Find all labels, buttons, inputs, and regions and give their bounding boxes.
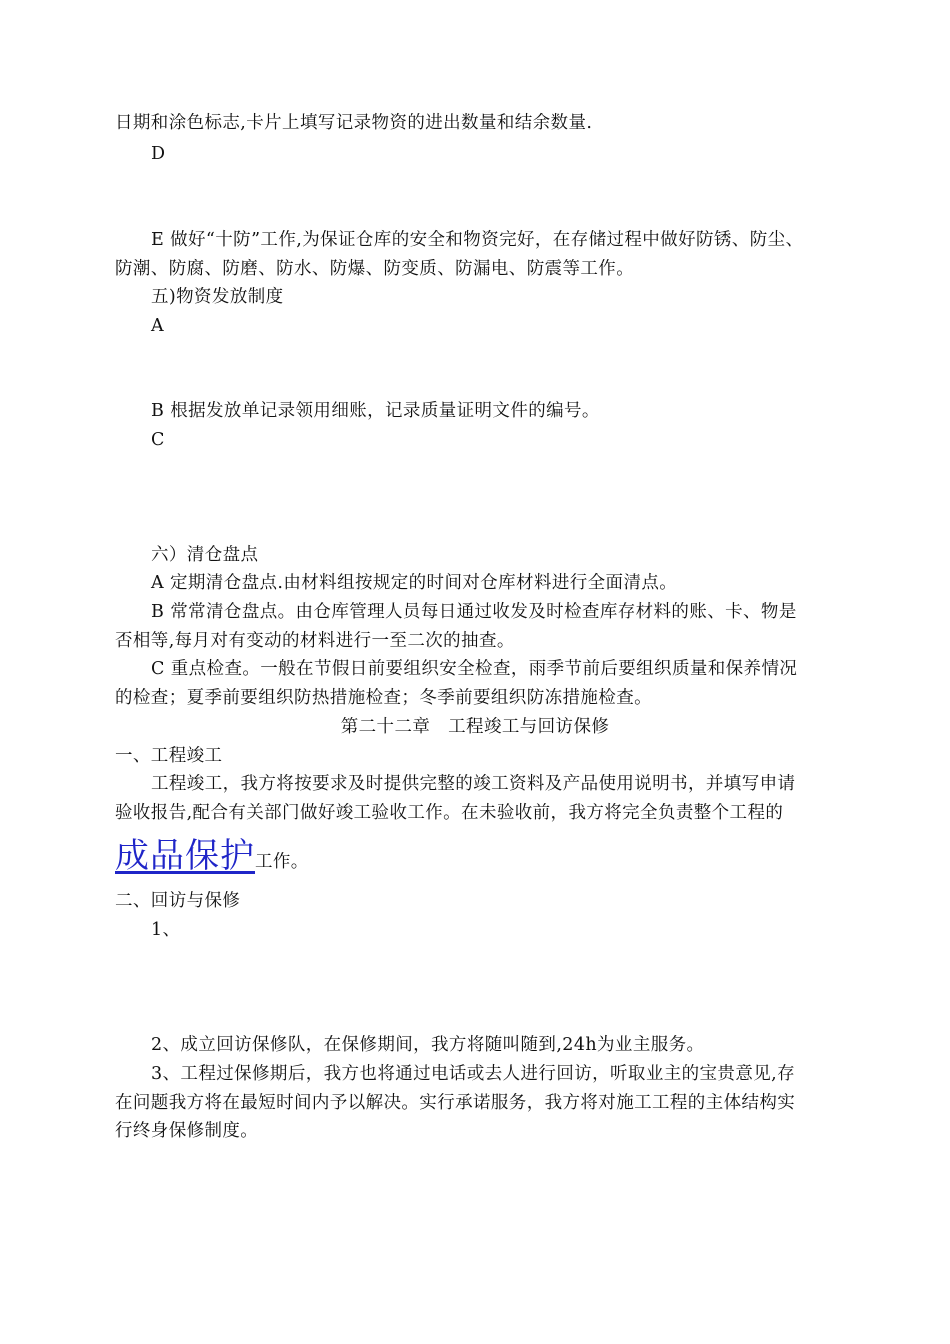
paragraph-line: E 做好“十防”工作,为保证仓库的安全和物资完好，在存储过程中做好防锈、防尘、 <box>151 230 804 250</box>
paragraph-line: A 定期清仓盘点.由材料组按规定的时间对仓库材料进行全面清点。 <box>151 573 678 593</box>
item-label-c: C <box>151 430 165 450</box>
paragraph-line: 在问题我方将在最短时间内予以解决。实行承诺服务，我方将对施工工程的主体结构实 <box>115 1093 796 1113</box>
paragraph-line: C 重点检查。一般在节假日前要组织安全检查，雨季节前后要组织质量和保养情况 <box>151 659 798 679</box>
paragraph-line: 2、成立回访保修队，在保修期间，我方将随叫随到,24h为业主服务。 <box>151 1035 705 1055</box>
item-label-1: 1、 <box>151 920 181 940</box>
item-label-a: A <box>151 316 165 336</box>
section-heading: 六）清仓盘点 <box>151 545 259 565</box>
chapter-title: 第二十二章 工程竣工与回访保修 <box>340 717 610 737</box>
paragraph-line: 工程竣工，我方将按要求及时提供完整的竣工资料及产品使用说明书，并填写申请 <box>151 774 796 794</box>
paragraph-line: 的检查；夏季前要组织防热措施检查；冬季前要组织防冻措施检查。 <box>115 688 652 708</box>
paragraph-line: 日期和涂色标志,卡片上填写记录物资的进出数量和结余数量. <box>115 113 593 133</box>
paragraph-line: 否相等,每月对有变动的材料进行一至二次的抽查。 <box>115 631 515 651</box>
section-heading: 二、回访与保修 <box>115 891 241 911</box>
section-heading: 五)物资发放制度 <box>151 287 284 307</box>
paragraph-line: B 根据发放单记录领用细账，记录质量证明文件的编号。 <box>151 401 600 421</box>
product-protection-link[interactable]: 成品保护 <box>115 836 255 876</box>
paragraph-line: 3、工程过保修期后，我方也将通过电话或去人进行回访，听取业主的宝贵意见,存 <box>151 1064 795 1084</box>
paragraph-line: 验收报告,配合有关部门做好竣工验收工作。在未验收前，我方将完全负责整个工程的 <box>115 803 784 823</box>
paragraph-line: 行终身保修制度。 <box>115 1121 259 1141</box>
paragraph-line: 防潮、防腐、防磨、防水、防爆、防变质、防漏电、防震等工作。 <box>115 259 635 279</box>
section-heading: 一、工程竣工 <box>115 746 223 766</box>
item-label-d: D <box>151 144 166 164</box>
paragraph-tail: 工作。 <box>255 852 309 872</box>
paragraph-line: B 常常清仓盘点。由仓库管理人员每日通过收发及时检查库存材料的账、卡、物是 <box>151 602 797 622</box>
paragraph-line-with-link <box>115 833 309 885</box>
